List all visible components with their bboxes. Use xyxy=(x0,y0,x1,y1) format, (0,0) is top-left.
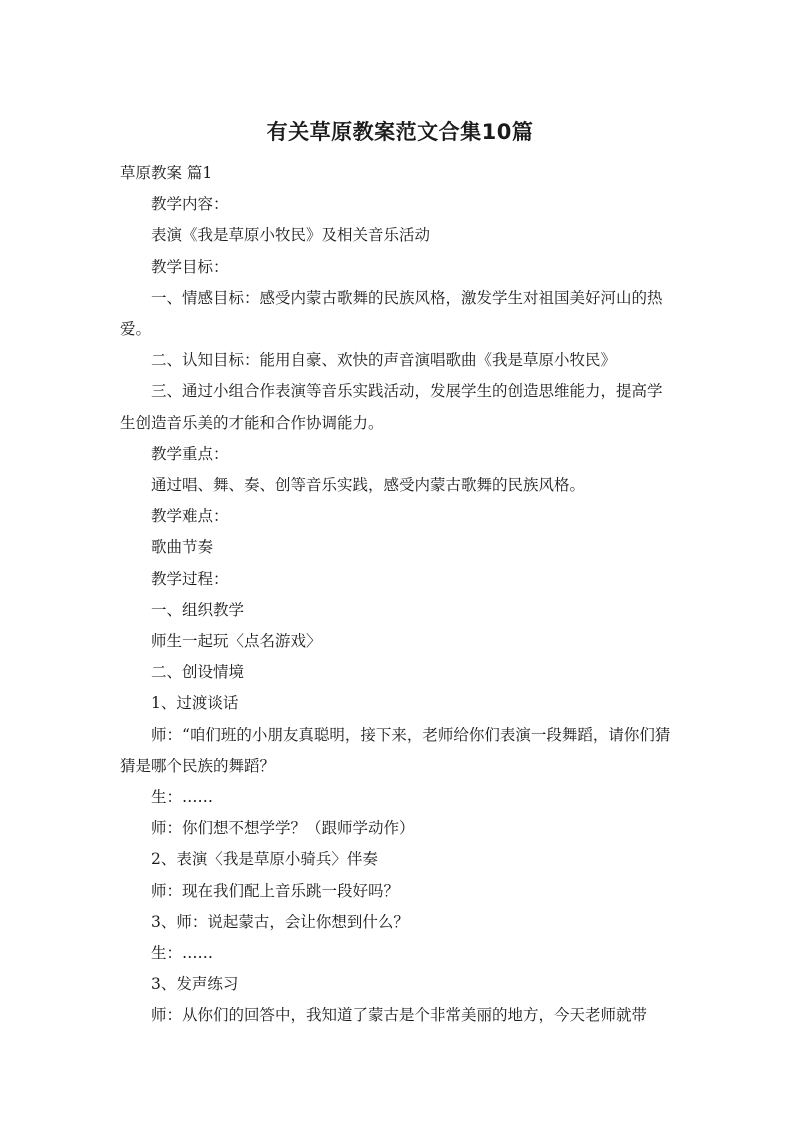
paragraph: 二、创设情境 xyxy=(151,663,245,682)
paragraph: 歌曲节奏 xyxy=(151,538,214,557)
paragraph: 师：你们想不想学学？（跟师学动作） xyxy=(151,819,415,838)
paragraph: 教学过程： xyxy=(151,569,229,588)
section-heading: 草原教案 篇1 xyxy=(120,164,213,182)
paragraph: 一、组织教学 xyxy=(151,600,245,619)
paragraph: 生：…… xyxy=(151,788,214,807)
paragraph: 生：…… xyxy=(151,944,214,963)
paragraph: 师：从你们的回答中，我知道了蒙古是个非常美丽的地方，今天老师就带 xyxy=(151,1006,648,1025)
paragraph: 二、认知目标：能用自豪、欢快的声音演唱歌曲《我是草原小牧民》 xyxy=(151,351,617,370)
paragraph: 3、师：说起蒙古，会让你想到什么？ xyxy=(151,912,409,931)
paragraph: 三、通过小组合作表演等音乐实践活动，发展学生的创造思维能力，提高学生创造音乐美的才能和合作协调能力。 xyxy=(120,382,663,432)
paragraph: 教学目标： xyxy=(151,257,229,276)
paragraph: 师：现在我们配上音乐跳一段好吗？ xyxy=(151,881,400,900)
document-body xyxy=(120,158,672,1032)
paragraph: 通过唱、舞、奏、创等音乐实践，感受内蒙古歌舞的民族风格。 xyxy=(151,476,586,495)
paragraph: 一、情感目标：感受内蒙古歌舞的民族风格，激发学生对祖国美好河山的热爱。 xyxy=(120,288,663,339)
paragraph: 1、过渡谈话 xyxy=(151,694,239,713)
paragraph: 教学内容： xyxy=(151,195,229,214)
paragraph: 教学重点： xyxy=(151,444,229,463)
paragraph: 2、表演〈我是草原小骑兵〉伴奏 xyxy=(151,850,378,869)
document-title: 有关草原教案范文合集10篇 xyxy=(266,120,534,144)
paragraph: 3、发声练习 xyxy=(151,975,239,994)
paragraph: 表演《我是草原小牧民》及相关音乐活动 xyxy=(151,226,431,245)
paragraph: 师生一起玩〈点名游戏〉 xyxy=(151,632,322,651)
paragraph: 师：“咱们班的小朋友真聪明，接下来，老师给你们表演一段舞蹈，请你们猜猜是哪个民族的舞蹈？ xyxy=(120,725,671,775)
paragraph: 教学难点： xyxy=(151,507,229,526)
